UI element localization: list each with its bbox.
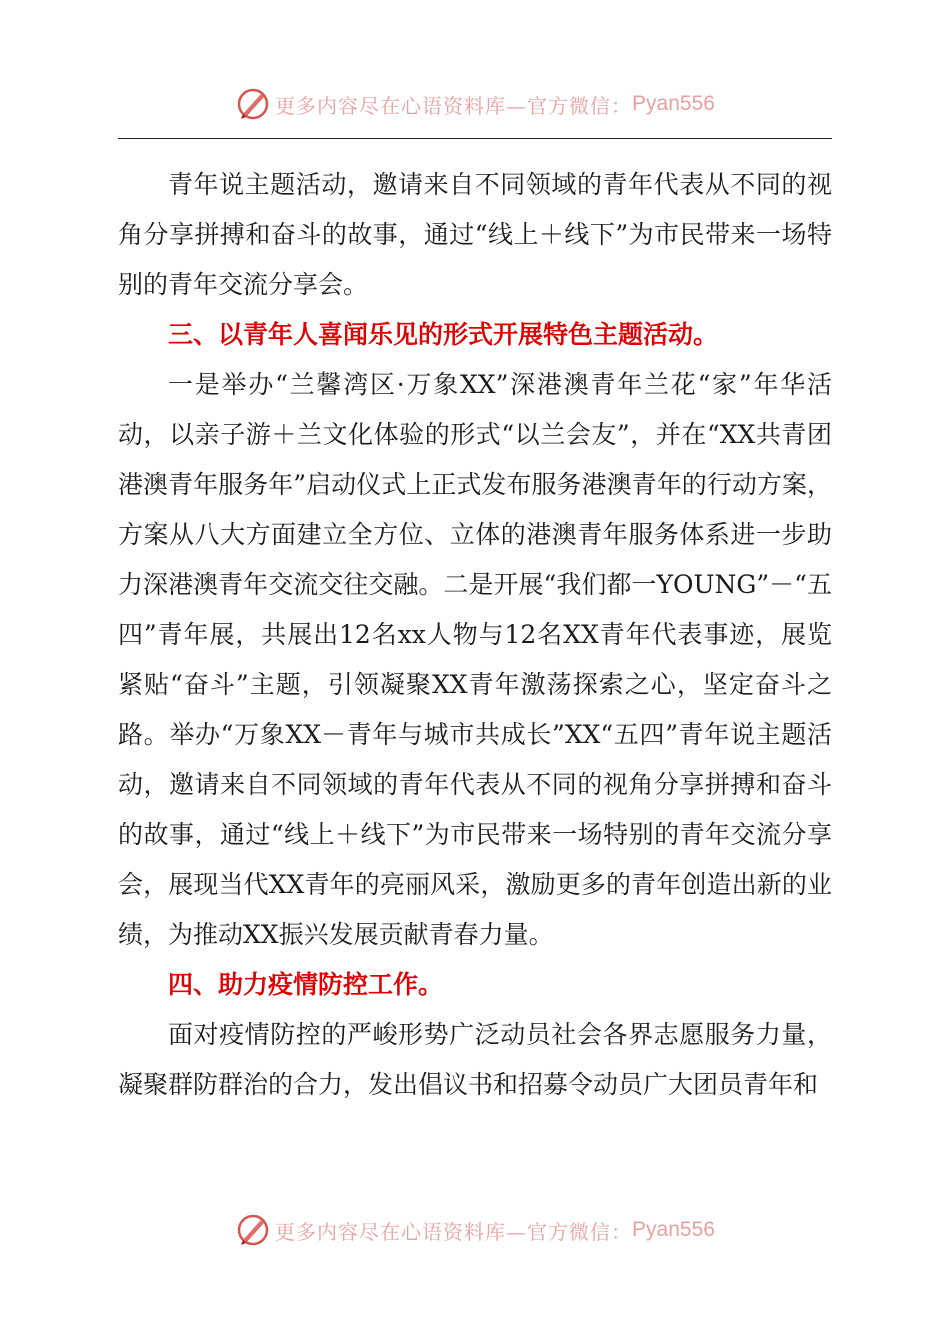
watermark-wechat-id: Pyan556 <box>632 92 715 115</box>
section-heading-3: 三、以青年人喜闻乐见的形式开展特色主题活动。 <box>168 320 719 349</box>
watermark-text: 更多内容尽在心语资料库—官方微信： <box>275 1219 633 1244</box>
paragraph-continuation: 青年说主题活动，邀请来自不同领域的青年代表从不同的视角分享拼搏和奋斗的故事，通过“线上＋线下”为市民带来一场特别的青年交流分享会。 <box>118 170 832 299</box>
watermark-text: 更多内容尽在心语资料库—官方微信： <box>275 93 633 118</box>
paragraph-epidemic: 面对疫情防控的严峻形势广泛动员社会各界志愿服务力量，凝聚群防群治的合力，发出倡议书和招募令动员广大团员青年和 <box>118 1020 832 1099</box>
watermark-wechat-id: Pyan556 <box>632 1218 715 1241</box>
header-rule <box>118 138 832 139</box>
pen-logo-icon <box>235 86 271 122</box>
page-header-watermark <box>0 82 950 126</box>
section-heading-4: 四、助力疫情防控工作。 <box>168 970 444 999</box>
page-footer-watermark <box>0 1208 950 1252</box>
pen-logo-icon <box>235 1212 271 1248</box>
paragraph-activities: 一是举办“兰馨湾区·万象XX”深港澳青年兰花“家”年华活动，以亲子游＋兰文化体验的形式“以兰会友”，并在“XX共青团港澳青年服务年”启动仪式上正式发布服务港澳青年的行动方案，方案从八大方面建立全方位、立体的港澳青年服务体系进一步助力深港澳青年交流交往交融。二是开展“我们都一YOUNG”－“五四”青年展，共展出12名xx人物与12名XX青年代表事迹，展览紧贴“奋斗”主题，引领凝聚XX青年激荡探索之心，坚定奋斗之路。举办“万象XX－青年与城市共成长”XX“五四”青年说主题活动，邀请来自不同领域的青年代表从不同的视角分享拼搏和奋斗的故事，通过“线上＋线下”为市民带来一场特别的青年交流分享会，展现当代XX青年的亮丽风采，激励更多的青年创造出新的业绩，为推动XX振兴发展贡献青春力量。 <box>118 370 832 949</box>
document-body <box>118 160 832 1110</box>
